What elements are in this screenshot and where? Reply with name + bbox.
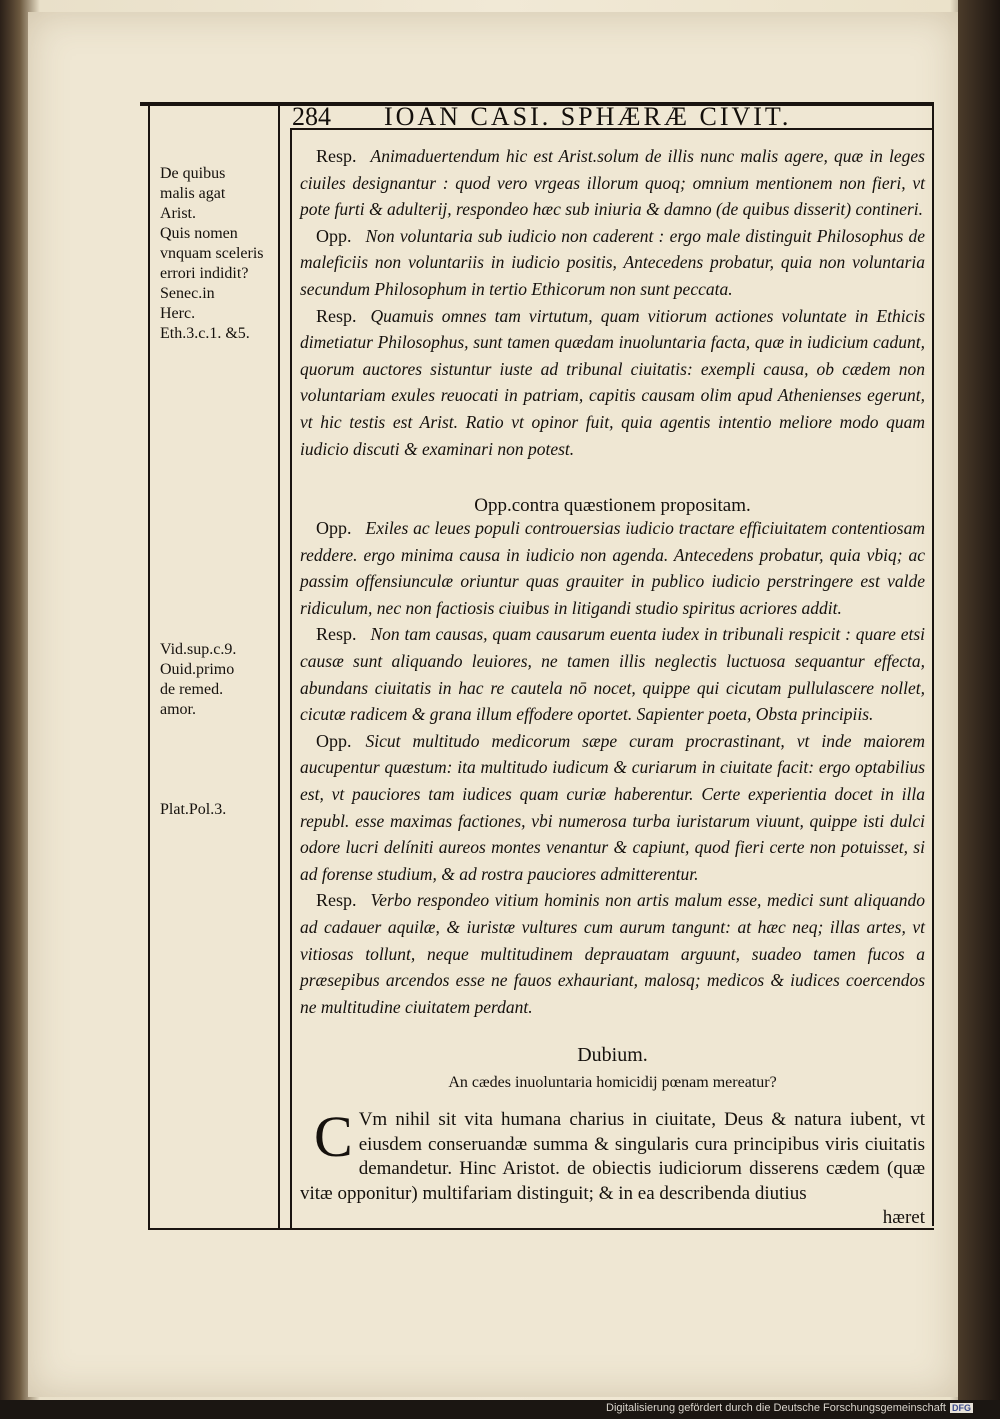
- dubium-title: Dubium.: [577, 1044, 648, 1066]
- paragraph: [300, 887, 925, 1020]
- paragraph-text: Exiles ac leues populi controuersias iudicio tractare efficiuitatem contentiosam reddere. ergo minima causa in iudicio non agenda. Antecedens probatur, quia vbiq; ac passim offensiunculæ oriuntur quas grauiter in publico iudicio perstringere est valde ridiculum, nec non factiosis ciuibus in litigandi studio spiritus acriores addit.: [300, 518, 925, 618]
- book-edge: [958, 0, 1000, 1400]
- text-block-2: [300, 515, 925, 1020]
- page-number: 284: [292, 102, 331, 131]
- paragraph: [300, 143, 925, 223]
- dfg-logo: DFG: [951, 1403, 971, 1413]
- margin-line: malis agat: [160, 185, 226, 202]
- paragraph-text: Quamuis omnes tam virtutum, quam vitiorum actiones voluntate in Ethicis dimetiatur Philosophus, sunt tamen quædam inuoluntaria facta, quæ in iudicium cadunt, quorum auctores sistuntur iuste ad tribunal ciuitatis: exempli causa, ob cædem non voluntariam exules reuocati in patriam, capitis causam olim apud Athenienses egerunt, vt hic testis est Arist. Ratio vt opinor fuit, quia agentis intentio meliore modo quam iudicio discuti & examinari non potest.: [300, 305, 925, 459]
- margin-line: de remed.: [160, 681, 224, 698]
- paragraph: [300, 223, 925, 303]
- paragraph-label: Opp.: [316, 518, 352, 538]
- margin-line: Quis nomen: [160, 225, 238, 242]
- paragraph-text: Non voluntaria sub iudicio non caderent : ergo male distinguit Philosophus de maleficiis non voluntariis in iudicio positis, Antecedens probatur, quia non voluntaria secundum Philosophum in tertio Ethicorum non sunt peccata.: [300, 225, 925, 299]
- paragraph-label: Resp.: [316, 305, 357, 326]
- margin-line: De quibus: [160, 165, 226, 182]
- paragraph-label: Opp.: [316, 225, 352, 246]
- paragraph-text: Verbo respondeo vitium hominis non artis malum esse, medici sunt aliquando ad cadauer aquilæ, & iuristæ vultures cum aurum tangunt: at hæc neq; illas artes, vt vitiosas tollunt, neque multitudinem deprauatam arguunt, suadeo tamen fucos a præsepibus arcendos esse ne fauos exhauriant, malosq; medicos & iudices coercendos ne multitudine ciuitatem perdant.: [300, 890, 925, 1017]
- final-text: Vm nihil sit vita humana charius in ciuitate, Deus & natura iubent, vt eiusdem conseruandæ summa & singularis cura principibus viris ciuitatis demandetur. Hinc Aristot. de obiectis iudiciorum disserens cædem (quæ vitæ opponitur) multifariam distinguit; & in ea describenda diutius: [300, 1109, 925, 1204]
- final-paragraph: [300, 1104, 925, 1231]
- left-rule: [148, 104, 150, 1229]
- running-head: IOAN CASI. SPHÆRÆ CIVIT.: [384, 102, 792, 131]
- paragraph: [300, 303, 925, 463]
- text-rule: [290, 128, 292, 1229]
- paragraph: [300, 621, 925, 727]
- margin-line: Plat.Pol.3.: [160, 801, 227, 818]
- margin-line: Ouid.primo: [160, 661, 235, 678]
- margin-note-2: [160, 640, 275, 720]
- paragraph-label: Resp.: [316, 624, 357, 645]
- margin-note-3: [160, 800, 275, 820]
- drop-cap: C: [314, 1104, 353, 1169]
- margin-line: Herc.: [160, 305, 196, 322]
- text-block-1: [300, 143, 925, 462]
- paragraph-label: Opp.: [316, 730, 352, 751]
- right-rule: [932, 104, 934, 1226]
- paragraph-text: Sicut multitudo medicorum sæpe curam procrastinant, vt inde maiorem aucupentur quæstum: ita multitudo iudicum & curiarum in ciuitate facit: ergo optabilius est, vt pauciores tam iudices quam curiæ haberentur. Certe experientia docet in illa republ. esse maximas factiones, vbi numerosa turba iuristarum viuunt, quippe isti dulci odore lucri delíniti aureos montes venantur & capiunt, quod fieri certe non potuisset, si ad forense studium, & ad rostra pauciores admitterentur.: [300, 730, 925, 884]
- paragraph: [300, 728, 925, 888]
- margin-line: Vid.sup.c.9.: [160, 641, 237, 658]
- paragraph-text: Non tam causas, quam causarum euenta iudex in tribunali respicit : quare etsi causæ sunt aliquando leuiores, ne tamen illis neglectis luctuosa sequantur effecta, abundans ciuitatis in hac re cautela nō nocet, quippe qui cicutam pullulascere nollet, cicutæ radicem & grana illum effodere oportet. Sapienter poeta, Obsta principiis.: [300, 624, 925, 725]
- section-heading: Opp.contra quæstionem propositam.: [474, 495, 751, 516]
- margin-line: Eth.3.c.1. &5.: [160, 325, 250, 342]
- paragraph-label: Resp.: [316, 146, 357, 166]
- paragraph: [300, 515, 925, 621]
- margin-line: Arist.: [160, 205, 196, 222]
- paragraph-text: Animaduertendum hic est Arist.solum de illis nunc malis agere, quæ in leges ciuiles designantur : quod vero vrgeas illorum quoq; omnium mentionem non fieri, vt pote furti & adulterij, respondeo hæc sub iniuria & damno (de quibus disserit) contineri.: [300, 146, 925, 220]
- margin-line: vnquam sceleris errori indidit?Senec.in: [160, 245, 264, 302]
- digitization-footer: [606, 1402, 971, 1414]
- running-header: [292, 102, 932, 130]
- margin-rule: [278, 104, 280, 1229]
- dubium-question: An cædes inuoluntaria homicidij pœnam mereatur?: [448, 1074, 777, 1091]
- margin-line: amor.: [160, 701, 196, 718]
- catchword: hæret: [882, 1207, 925, 1228]
- footer-text: Digitalisierung gefördert durch die Deutsche Forschungsgemeinschaft: [606, 1402, 946, 1414]
- paragraph-label: Resp.: [316, 890, 357, 911]
- margin-note-1: [160, 164, 275, 344]
